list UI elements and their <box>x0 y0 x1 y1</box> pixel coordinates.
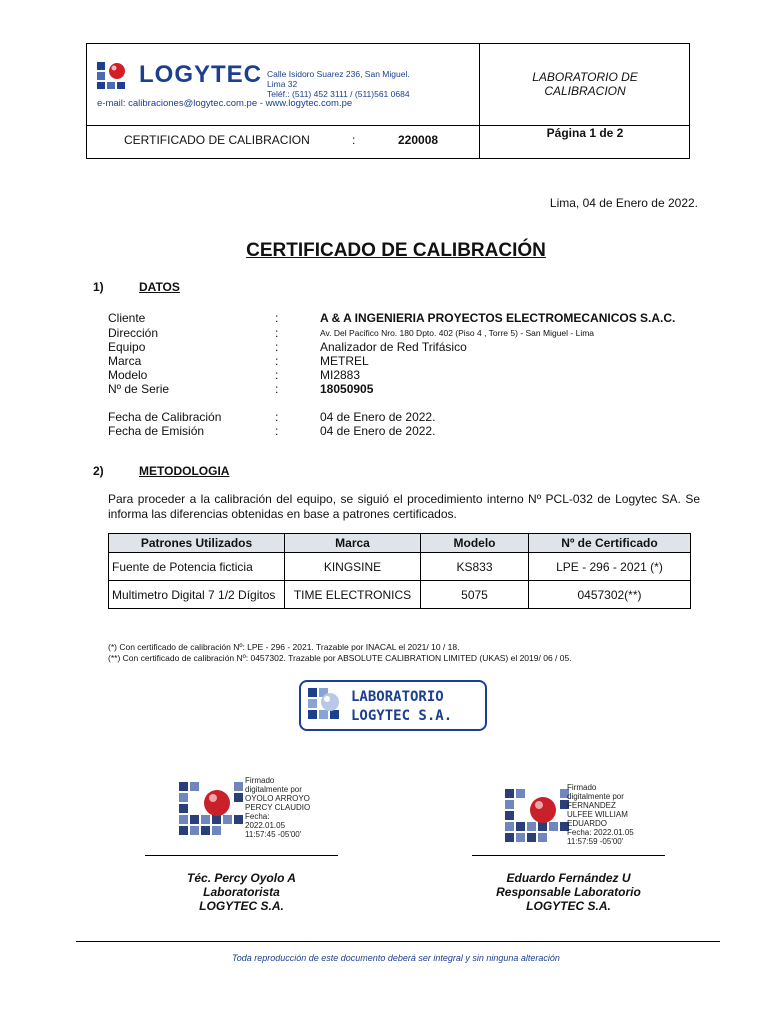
field-calibration-date: 04 de Enero de 2022. <box>320 410 436 424</box>
signature-line: Firmado <box>245 776 275 785</box>
signature-line: FERNANDEZ <box>567 801 616 810</box>
section-number: 2) <box>93 464 104 478</box>
signature-details <box>245 776 310 839</box>
footer-divider <box>76 941 720 942</box>
section-title: DATOS <box>139 280 180 294</box>
footer-note: Toda reproducción de este documento deberá ser integral y sin ninguna alteración <box>232 953 560 963</box>
signature-line: OYOLO ARROYO <box>245 794 310 803</box>
field-label: Dirección <box>108 326 159 340</box>
lab-title-line: CALIBRACION <box>544 84 626 98</box>
table-cell: LPE - 296 - 2021 (*) <box>529 553 691 581</box>
signature-line-divider <box>472 855 665 856</box>
signature-line-divider <box>145 855 338 856</box>
field-colon: : <box>275 311 279 325</box>
field-brand: METREL <box>320 354 369 368</box>
table-header-row <box>109 534 691 553</box>
table-header: Nº de Certificado <box>529 534 691 553</box>
signature-line: 11:57:45 -05'00' <box>245 830 302 839</box>
address-line: Calle Isidoro Suarez 236, San Miguel. <box>267 69 410 79</box>
signer-company: LOGYTEC S.A. <box>526 899 611 913</box>
signer-1 <box>145 871 338 913</box>
signature-seal-icon <box>179 776 245 844</box>
lab-title-line: LABORATORIO DE <box>532 70 638 84</box>
table-row <box>109 581 691 609</box>
signer-role: Laboratorista <box>203 885 280 899</box>
field-serial: 18050905 <box>320 382 374 396</box>
field-colon: : <box>275 368 279 382</box>
section-title: METODOLOGIA <box>139 464 230 478</box>
cert-colon: : <box>352 133 356 147</box>
page-number: Página 1 de 2 <box>546 126 624 140</box>
table-cell: 5075 <box>421 581 529 609</box>
signer-name: Eduardo Fernández U <box>506 871 631 885</box>
email-website: e-mail: calibraciones@logytec.com.pe - www.logytec.com.pe <box>97 98 353 109</box>
signer-2 <box>462 871 675 913</box>
signer-name: Téc. Percy Oyolo A <box>187 871 296 885</box>
table-header: Modelo <box>421 534 529 553</box>
field-emission-date: 04 de Enero de 2022. <box>320 424 436 438</box>
signature-line: Fecha: 2022.01.05 <box>567 828 634 837</box>
field-label: Modelo <box>108 368 148 382</box>
issue-date: Lima, 04 de Enero de 2022. <box>549 196 698 210</box>
signature-details <box>567 783 634 846</box>
address-line: Teléf.: (511) 452 3111 / (511)561 0684 <box>267 89 410 99</box>
field-model: MI2883 <box>320 368 361 382</box>
field-label: Fecha de Emisión <box>108 424 205 438</box>
signature-line: EDUARDO <box>567 819 608 828</box>
field-address: Av. Del Pacifico Nro. 180 Dpto. 402 (Piso 4 , Torre 5) - San Miguel - Lima <box>320 328 595 338</box>
field-colon: : <box>275 354 279 368</box>
address-line: Lima 32 <box>267 79 298 89</box>
laboratory-logo-icon <box>308 688 346 724</box>
footnotes <box>108 642 572 664</box>
table-cell: Multimetro Digital 7 1/2 Dígitos <box>109 581 285 609</box>
signature-line: Firmado <box>567 783 597 792</box>
field-colon: : <box>275 340 279 354</box>
header-box <box>86 43 690 159</box>
signature-line: PERCY CLAUDIO <box>245 803 311 812</box>
field-label: Equipo <box>108 340 146 354</box>
digital-signature-1 <box>179 776 349 856</box>
table-cell: 0457302(**) <box>529 581 691 609</box>
table-row <box>109 553 691 581</box>
logo-line: LOGYTEC S.A. <box>351 708 453 724</box>
signature-line: Fecha: <box>245 812 270 821</box>
logytec-logo-icon <box>97 62 130 89</box>
field-label: Nº de Serie <box>108 382 170 396</box>
table-header: Marca <box>285 534 421 553</box>
document-title: CERTIFICADO DE CALIBRACIÓN <box>246 240 546 261</box>
section-number: 1) <box>93 280 104 294</box>
field-label: Marca <box>108 354 142 368</box>
field-colon: : <box>275 424 279 438</box>
signature-line: digitalmente por <box>245 785 302 794</box>
signature-line: ULFEE WILLIAM <box>567 810 628 819</box>
table-cell: KINGSINE <box>285 553 421 581</box>
field-label: Fecha de Calibración <box>108 410 222 424</box>
signature-seal-icon <box>505 783 571 851</box>
logo-line: LABORATORIO <box>351 689 444 705</box>
header-divider-vertical <box>479 44 480 158</box>
signature-line: 2022.01.05 <box>245 821 286 830</box>
cert-label: CERTIFICADO DE CALIBRACION <box>124 133 310 147</box>
signature-line: 11:57:59 -05'00' <box>567 837 624 846</box>
field-colon: : <box>275 326 279 340</box>
signer-company: LOGYTEC S.A. <box>199 899 284 913</box>
company-address <box>267 69 410 99</box>
table-cell: Fuente de Potencia ficticia <box>109 553 285 581</box>
lab-title <box>480 70 690 98</box>
table-header: Patrones Utilizados <box>109 534 285 553</box>
laboratory-logo-text <box>351 688 452 726</box>
signature-line: digitalmente por <box>567 792 624 801</box>
field-label: Cliente <box>108 311 146 325</box>
footnote: (**) Con certificado de calibración Nº: 0457302. Trazable por ABSOLUTE CALIBRATION LIMITED (UKAS) el 2019/ 06 / 05. <box>108 653 572 663</box>
field-client: A & A INGENIERIA PROYECTOS ELECTROMECANICOS S.A.C. <box>320 311 676 325</box>
standards-table <box>108 533 691 609</box>
field-equipment: Analizador de Red Trifásico <box>320 340 467 354</box>
signer-role: Responsable Laboratorio <box>496 885 641 899</box>
methodology-paragraph: Para proceder a la calibración del equipo, se siguió el procedimiento interno Nº PCL-032 de Logytec SA. Se informa las diferencias obtenidas en base a patrones certificados. <box>108 492 700 521</box>
logo-text: LOGYTEC <box>139 61 263 88</box>
table-cell: KS833 <box>421 553 529 581</box>
laboratory-logo <box>299 680 487 731</box>
cert-number: 220008 <box>398 133 439 147</box>
digital-signature-2 <box>505 783 675 855</box>
field-colon: : <box>275 382 279 396</box>
field-colon: : <box>275 410 279 424</box>
footnote: (*) Con certificado de calibración Nº: LPE - 296 - 2021. Trazable por INACAL el 2021/ 10 / 18. <box>108 642 460 652</box>
table-cell: TIME ELECTRONICS <box>285 581 421 609</box>
